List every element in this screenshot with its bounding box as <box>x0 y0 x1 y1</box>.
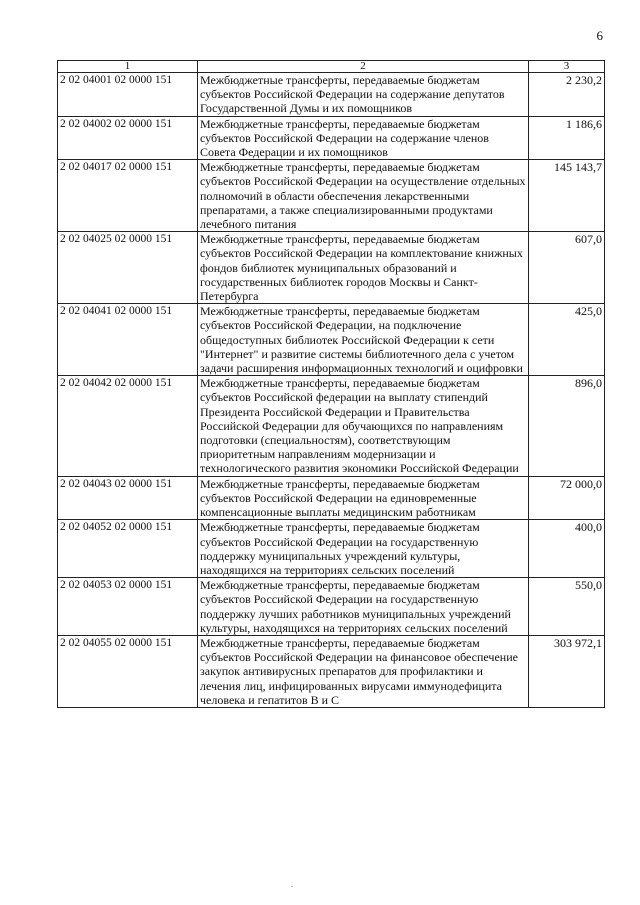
transfer-amount: 145 143,7 <box>529 160 605 232</box>
budget-code: 2 02 04002 02 0000 151 <box>58 116 198 160</box>
transfer-description: Межбюджетные трансферты, передаваемые бюджетам субъектов Российской Федерации на государственную поддержку лучших работников муниципальных учреждений культуры, находящихся на территориях сельских поселений <box>198 578 529 636</box>
transfer-amount: 550,0 <box>529 578 605 636</box>
table-header-row <box>58 61 605 73</box>
transfer-amount: 400,0 <box>529 520 605 578</box>
transfer-amount: 2 230,2 <box>529 73 605 117</box>
scan-speck <box>291 886 293 887</box>
table-row <box>58 376 605 476</box>
budget-code: 2 02 04042 02 0000 151 <box>58 376 198 476</box>
transfer-description: Межбюджетные трансферты, передаваемые бюджетам субъектов Российской Федерации на государственную поддержку муниципальных учреждений культуры, находящихся на территориях сельских поселений <box>198 520 529 578</box>
budget-code: 2 02 04053 02 0000 151 <box>58 578 198 636</box>
budget-code: 2 02 04052 02 0000 151 <box>58 520 198 578</box>
column-header-3: 3 <box>529 61 605 73</box>
budget-code: 2 02 04017 02 0000 151 <box>58 160 198 232</box>
transfer-description: Межбюджетные трансферты, передаваемые бюджетам субъектов Российской федерации на выплату стипендий Президента Российской Федерации и Правительства Российской Федерации для обучающихся по направлениям подготовки (специальностям), соответствующим приоритетным направлениям модернизации и технологического развития экономики Российской Федерации <box>198 376 529 476</box>
transfer-description: Межбюджетные трансферты, передаваемые бюджетам субъектов Российской Федерации на содержание депутатов Государственной Думы и их помощников <box>198 73 529 117</box>
transfer-amount: 1 186,6 <box>529 116 605 160</box>
table-row <box>58 476 605 520</box>
page-number: 6 <box>596 28 603 43</box>
transfer-description: Межбюджетные трансферты, передаваемые бюджетам субъектов Российской Федерации на осуществление отдельных полномочий в области обеспечения лекарственными препаратами, а также специализированными продуктами лечебного питания <box>198 160 529 232</box>
table-row <box>58 304 605 376</box>
transfer-description: Межбюджетные трансферты, передаваемые бюджетам субъектов Российской Федерации на комплектование книжных фондов библиотек муниципальных образований и государственных библиотек городов Москвы и Санкт-Петербурга <box>198 232 529 304</box>
column-header-2: 2 <box>198 61 529 73</box>
transfer-description: Межбюджетные трансферты, передаваемые бюджетам субъектов Российской Федерации, на подключение общедоступных библиотек Российской Федерации к сети "Интернет" и развитие системы библиотечного дела с учетом задачи расширения информационных технологий и оцифровки <box>198 304 529 376</box>
table-row <box>58 520 605 578</box>
transfer-description: Межбюджетные трансферты, передаваемые бюджетам субъектов Российской Федерации на финансовое обеспечение закупок антивирусных препаратов для профилактики и лечения лиц, инфицированных вирусами иммунодефицита человека и гепатитов В и С <box>198 635 529 707</box>
budget-table <box>57 60 605 708</box>
table-row <box>58 160 605 232</box>
transfer-description: Межбюджетные трансферты, передаваемые бюджетам субъектов Российской Федерации на единовременные компенсационные выплаты медицинским работникам <box>198 476 529 520</box>
table-row <box>58 116 605 160</box>
transfer-description: Межбюджетные трансферты, передаваемые бюджетам субъектов Российской Федерации на содержание членов Совета Федерации и их помощников <box>198 116 529 160</box>
budget-code: 2 02 04055 02 0000 151 <box>58 635 198 707</box>
budget-code: 2 02 04025 02 0000 151 <box>58 232 198 304</box>
transfer-amount: 425,0 <box>529 304 605 376</box>
table-row <box>58 635 605 707</box>
table-row <box>58 578 605 636</box>
transfer-amount: 607,0 <box>529 232 605 304</box>
transfer-amount: 303 972,1 <box>529 635 605 707</box>
table-row <box>58 73 605 117</box>
budget-code: 2 02 04001 02 0000 151 <box>58 73 198 117</box>
column-header-1: 1 <box>58 61 198 73</box>
table-row <box>58 232 605 304</box>
budget-code: 2 02 04041 02 0000 151 <box>58 304 198 376</box>
transfer-amount: 72 000,0 <box>529 476 605 520</box>
transfer-amount: 896,0 <box>529 376 605 476</box>
budget-code: 2 02 04043 02 0000 151 <box>58 476 198 520</box>
